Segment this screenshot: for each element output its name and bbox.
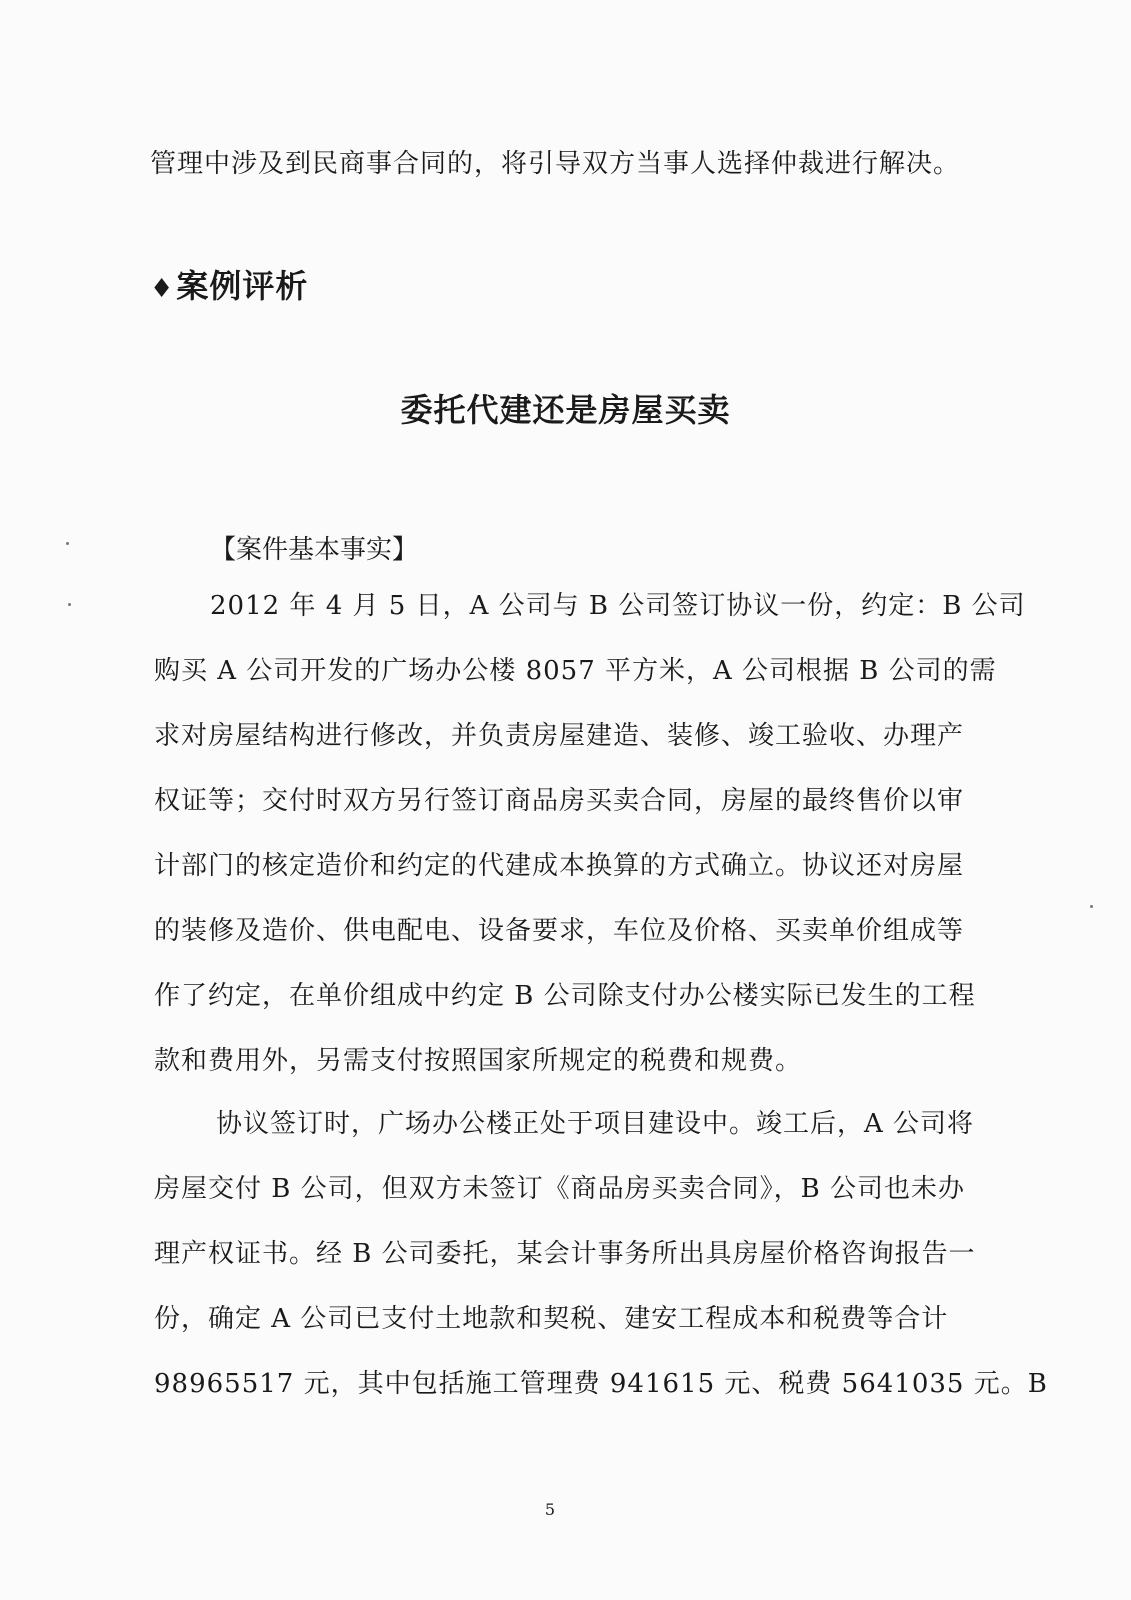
paragraph-line: 计部门的核定造价和约定的代建成本换算的方式确立。协议还对房屋 bbox=[154, 851, 965, 881]
paragraph-line: 房屋交付 B 公司，但双方未签订《商品房买卖合同》，B 公司也未办 bbox=[154, 1174, 966, 1204]
paragraph-line: 协议签订时，广场办公楼正处于项目建设中。竣工后，A 公司将 bbox=[216, 1109, 975, 1139]
scan-speck bbox=[68, 603, 71, 606]
paragraph-line: 的装修及造价、供电配电、设备要求，车位及价格、买卖单价组成等 bbox=[154, 916, 965, 946]
scan-speck bbox=[66, 542, 69, 545]
continuation-line: 管理中涉及到民商事合同的，将引导双方当事人选择仲裁进行解决。 bbox=[150, 149, 961, 179]
page-number: 5 bbox=[544, 1500, 556, 1519]
paragraph-line: 份，确定 A 公司已支付土地款和契税、建安工程成本和税费等合计 bbox=[154, 1304, 949, 1334]
section-heading-text: 案例评析 bbox=[176, 267, 309, 305]
scan-speck bbox=[1090, 905, 1093, 908]
paragraph-line: 98965517 元，其中包括施工管理费 941615 元、税费 5641035 元。B bbox=[154, 1369, 1048, 1399]
subheading: 【案件基本事实】 bbox=[210, 535, 419, 565]
diamond-bullet-icon: ♦ bbox=[150, 274, 175, 304]
paragraph-line: 作了约定，在单价组成中约定 B 公司除支付办公楼实际已发生的工程 bbox=[154, 981, 976, 1011]
paragraph-line: 求对房屋结构进行修改，并负责房屋建造、装修、竣工验收、办理产 bbox=[154, 721, 965, 751]
paragraph-line: 理产权证书。经 B 公司委托，某会计事务所出具房屋价格咨询报告一 bbox=[154, 1239, 976, 1269]
case-title: 委托代建还是房屋买卖 bbox=[400, 391, 731, 429]
paragraph-line: 款和费用外，另需支付按照国家所规定的税费和规费。 bbox=[154, 1046, 803, 1076]
paragraph-line: 2012 年 4 月 5 日，A 公司与 B 公司签订协议一份，约定：B 公司 bbox=[210, 591, 1026, 621]
section-heading bbox=[150, 266, 308, 309]
paragraph-line: 购买 A 公司开发的广场办公楼 8057 平方米，A 公司根据 B 公司的需 bbox=[154, 656, 997, 686]
paragraph-line: 权证等；交付时双方另行签订商品房买卖合同，房屋的最终售价以审 bbox=[154, 786, 965, 816]
